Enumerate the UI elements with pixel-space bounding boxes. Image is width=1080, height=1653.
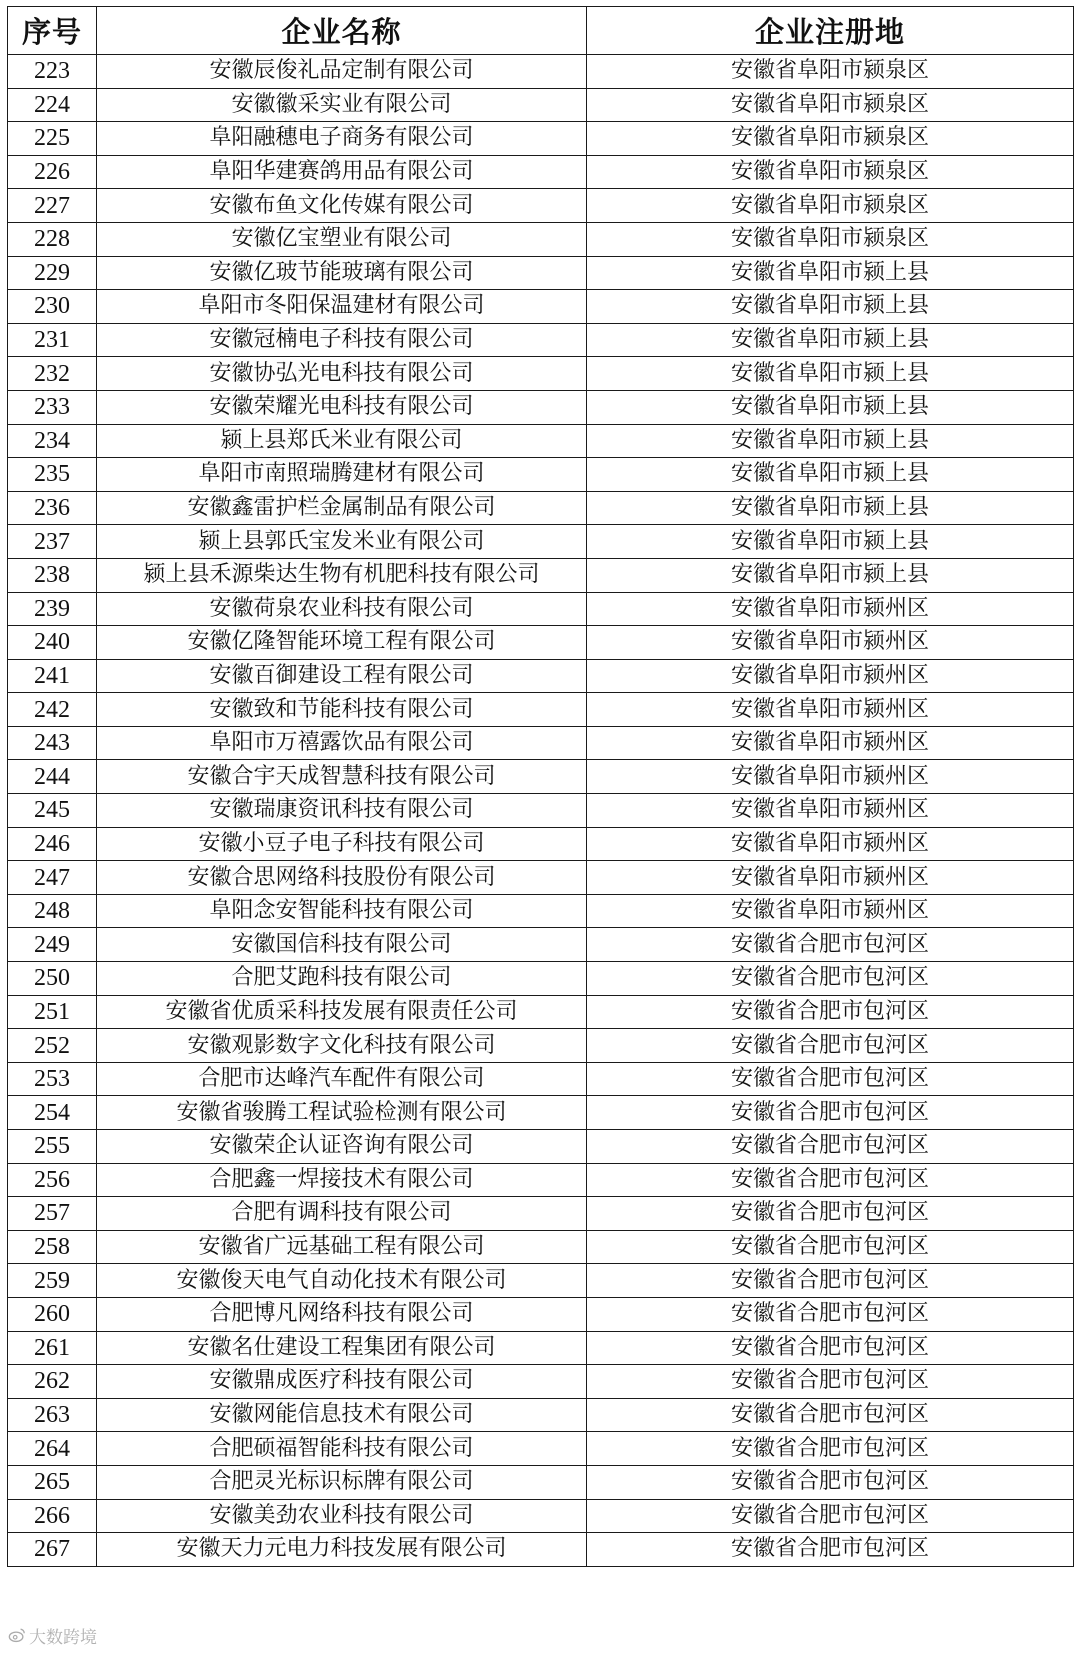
enterprise-name-cell: 安徽百御建设工程有限公司 <box>97 659 587 693</box>
registered-location-cell: 安徽省阜阳市颍州区 <box>587 861 1074 895</box>
table-row <box>8 1465 1074 1499</box>
registered-location-cell: 安徽省合肥市包河区 <box>587 928 1074 962</box>
table-row <box>8 323 1074 357</box>
enterprise-name-cell: 安徽名仕建设工程集团有限公司 <box>97 1331 587 1365</box>
registered-location-cell: 安徽省阜阳市颍上县 <box>587 390 1074 424</box>
registered-location-cell: 安徽省阜阳市颍泉区 <box>587 122 1074 156</box>
enterprise-name-cell: 阜阳念安智能科技有限公司 <box>97 894 587 928</box>
enterprise-name-cell: 安徽协弘光电科技有限公司 <box>97 357 587 391</box>
serial-number-cell: 259 <box>8 1264 97 1298</box>
registered-location-cell: 安徽省阜阳市颍上县 <box>587 256 1074 290</box>
enterprise-name-cell: 阜阳华建赛鸽用品有限公司 <box>97 155 587 189</box>
registered-location-cell: 安徽省阜阳市颍州区 <box>587 626 1074 660</box>
registered-location-cell: 安徽省阜阳市颍上县 <box>587 290 1074 324</box>
registered-location-cell: 安徽省合肥市包河区 <box>587 962 1074 996</box>
header-enterprise-name: 企业名称 <box>97 7 587 55</box>
serial-number-cell: 234 <box>8 424 97 458</box>
enterprise-name-cell: 安徽小豆子电子科技有限公司 <box>97 827 587 861</box>
enterprise-name-cell: 颍上县郭氏宝发米业有限公司 <box>97 525 587 559</box>
table-row <box>8 626 1074 660</box>
table-row <box>8 928 1074 962</box>
table-row <box>8 1029 1074 1063</box>
table-row <box>8 357 1074 391</box>
registered-location-cell: 安徽省合肥市包河区 <box>587 1029 1074 1063</box>
watermark-text: 大数跨境 <box>29 1627 97 1648</box>
enterprise-name-cell: 安徽布鱼文化传媒有限公司 <box>97 189 587 223</box>
serial-number-cell: 232 <box>8 357 97 391</box>
enterprise-name-cell: 合肥市达峰汽车配件有限公司 <box>97 1062 587 1096</box>
table-row <box>8 1432 1074 1466</box>
registered-location-cell: 安徽省阜阳市颍州区 <box>587 760 1074 794</box>
registered-location-cell: 安徽省阜阳市颍州区 <box>587 827 1074 861</box>
table-body <box>8 55 1074 1567</box>
table-row <box>8 222 1074 256</box>
enterprise-name-cell: 安徽徽采实业有限公司 <box>97 88 587 122</box>
serial-number-cell: 248 <box>8 894 97 928</box>
table-row <box>8 1264 1074 1298</box>
serial-number-cell: 245 <box>8 794 97 828</box>
serial-number-cell: 254 <box>8 1096 97 1130</box>
registered-location-cell: 安徽省阜阳市颍泉区 <box>587 88 1074 122</box>
serial-number-cell: 240 <box>8 626 97 660</box>
enterprise-name-cell: 合肥灵光标识标牌有限公司 <box>97 1465 587 1499</box>
registered-location-cell: 安徽省阜阳市颍州区 <box>587 726 1074 760</box>
table-row <box>8 1163 1074 1197</box>
registered-location-cell: 安徽省合肥市包河区 <box>587 1096 1074 1130</box>
table-row <box>8 189 1074 223</box>
registered-location-cell: 安徽省合肥市包河区 <box>587 1062 1074 1096</box>
serial-number-cell: 223 <box>8 55 97 89</box>
weibo-logo-icon <box>8 1626 26 1644</box>
registered-location-cell: 安徽省阜阳市颍泉区 <box>587 189 1074 223</box>
registered-location-cell: 安徽省合肥市包河区 <box>587 1432 1074 1466</box>
registered-location-cell: 安徽省阜阳市颍州区 <box>587 894 1074 928</box>
serial-number-cell: 233 <box>8 390 97 424</box>
enterprise-name-cell: 安徽合思网络科技股份有限公司 <box>97 861 587 895</box>
serial-number-cell: 249 <box>8 928 97 962</box>
serial-number-cell: 261 <box>8 1331 97 1365</box>
table-row <box>8 558 1074 592</box>
enterprise-name-cell: 合肥有调科技有限公司 <box>97 1197 587 1231</box>
table-row <box>8 659 1074 693</box>
serial-number-cell: 235 <box>8 458 97 492</box>
serial-number-cell: 230 <box>8 290 97 324</box>
serial-number-cell: 231 <box>8 323 97 357</box>
table-row <box>8 1365 1074 1399</box>
enterprise-name-cell: 安徽瑞康资讯科技有限公司 <box>97 794 587 828</box>
serial-number-cell: 242 <box>8 693 97 727</box>
enterprise-name-cell: 安徽天力元电力科技发展有限公司 <box>97 1533 587 1567</box>
enterprise-name-cell: 安徽亿宝塑业有限公司 <box>97 222 587 256</box>
table-row <box>8 1130 1074 1164</box>
serial-number-cell: 241 <box>8 659 97 693</box>
enterprise-name-cell: 安徽俊天电气自动化技术有限公司 <box>97 1264 587 1298</box>
enterprise-name-cell: 安徽美劲农业科技有限公司 <box>97 1499 587 1533</box>
enterprise-name-cell: 安徽亿隆智能环境工程有限公司 <box>97 626 587 660</box>
table-row <box>8 1062 1074 1096</box>
enterprise-name-cell: 合肥艾跑科技有限公司 <box>97 962 587 996</box>
enterprise-name-cell: 阜阳融穗电子商务有限公司 <box>97 122 587 156</box>
serial-number-cell: 226 <box>8 155 97 189</box>
serial-number-cell: 252 <box>8 1029 97 1063</box>
serial-number-cell: 224 <box>8 88 97 122</box>
enterprise-name-cell: 安徽省广远基础工程有限公司 <box>97 1230 587 1264</box>
serial-number-cell: 260 <box>8 1297 97 1331</box>
serial-number-cell: 229 <box>8 256 97 290</box>
registered-location-cell: 安徽省阜阳市颍州区 <box>587 659 1074 693</box>
enterprise-name-cell: 安徽国信科技有限公司 <box>97 928 587 962</box>
serial-number-cell: 250 <box>8 962 97 996</box>
table-row <box>8 726 1074 760</box>
table-row <box>8 995 1074 1029</box>
enterprise-name-cell: 合肥鑫一焊接技术有限公司 <box>97 1163 587 1197</box>
header-serial-number: 序号 <box>8 7 97 55</box>
table-row <box>8 290 1074 324</box>
enterprise-name-cell: 安徽省优质采科技发展有限责任公司 <box>97 995 587 1029</box>
enterprise-name-cell: 颍上县郑氏米业有限公司 <box>97 424 587 458</box>
enterprise-name-cell: 阜阳市万禧露饮品有限公司 <box>97 726 587 760</box>
enterprise-name-cell: 颍上县禾源柴达生物有机肥科技有限公司 <box>97 558 587 592</box>
registered-location-cell: 安徽省阜阳市颍上县 <box>587 558 1074 592</box>
serial-number-cell: 267 <box>8 1533 97 1567</box>
table-row <box>8 1331 1074 1365</box>
registered-location-cell: 安徽省阜阳市颍泉区 <box>587 55 1074 89</box>
registered-location-cell: 安徽省阜阳市颍泉区 <box>587 222 1074 256</box>
serial-number-cell: 244 <box>8 760 97 794</box>
table-row <box>8 894 1074 928</box>
enterprise-name-cell: 安徽辰俊礼品定制有限公司 <box>97 55 587 89</box>
serial-number-cell: 262 <box>8 1365 97 1399</box>
table-row <box>8 1197 1074 1231</box>
serial-number-cell: 238 <box>8 558 97 592</box>
table-row <box>8 592 1074 626</box>
enterprise-table <box>7 6 1074 1567</box>
serial-number-cell: 237 <box>8 525 97 559</box>
table-row <box>8 525 1074 559</box>
serial-number-cell: 227 <box>8 189 97 223</box>
enterprise-name-cell: 安徽致和节能科技有限公司 <box>97 693 587 727</box>
enterprise-name-cell: 安徽鼎成医疗科技有限公司 <box>97 1365 587 1399</box>
table-row <box>8 55 1074 89</box>
table-row <box>8 256 1074 290</box>
serial-number-cell: 243 <box>8 726 97 760</box>
serial-number-cell: 257 <box>8 1197 97 1231</box>
registered-location-cell: 安徽省合肥市包河区 <box>587 1130 1074 1164</box>
enterprise-name-cell: 安徽荣企认证咨询有限公司 <box>97 1130 587 1164</box>
registered-location-cell: 安徽省合肥市包河区 <box>587 1533 1074 1567</box>
registered-location-cell: 安徽省阜阳市颍泉区 <box>587 155 1074 189</box>
registered-location-cell: 安徽省阜阳市颍州区 <box>587 794 1074 828</box>
registered-location-cell: 安徽省合肥市包河区 <box>587 1331 1074 1365</box>
registered-location-cell: 安徽省合肥市包河区 <box>587 1297 1074 1331</box>
registered-location-cell: 安徽省阜阳市颍上县 <box>587 323 1074 357</box>
serial-number-cell: 264 <box>8 1432 97 1466</box>
table-row <box>8 1499 1074 1533</box>
table-row <box>8 1297 1074 1331</box>
serial-number-cell: 251 <box>8 995 97 1029</box>
enterprise-name-cell: 安徽观影数字文化科技有限公司 <box>97 1029 587 1063</box>
serial-number-cell: 225 <box>8 122 97 156</box>
header-registered-location: 企业注册地 <box>587 7 1074 55</box>
enterprise-name-cell: 安徽鑫雷护栏金属制品有限公司 <box>97 491 587 525</box>
registered-location-cell: 安徽省阜阳市颍上县 <box>587 525 1074 559</box>
registered-location-cell: 安徽省合肥市包河区 <box>587 1499 1074 1533</box>
enterprise-name-cell: 阜阳市冬阳保温建材有限公司 <box>97 290 587 324</box>
serial-number-cell: 266 <box>8 1499 97 1533</box>
table-row <box>8 760 1074 794</box>
watermark <box>8 1622 97 1648</box>
registered-location-cell: 安徽省合肥市包河区 <box>587 995 1074 1029</box>
registered-location-cell: 安徽省阜阳市颍上县 <box>587 491 1074 525</box>
table-row <box>8 155 1074 189</box>
registered-location-cell: 安徽省合肥市包河区 <box>587 1264 1074 1298</box>
serial-number-cell: 253 <box>8 1062 97 1096</box>
registered-location-cell: 安徽省阜阳市颍上县 <box>587 424 1074 458</box>
table-row <box>8 1230 1074 1264</box>
registered-location-cell: 安徽省阜阳市颍州区 <box>587 592 1074 626</box>
serial-number-cell: 246 <box>8 827 97 861</box>
table-row <box>8 861 1074 895</box>
table-row <box>8 1533 1074 1567</box>
serial-number-cell: 263 <box>8 1398 97 1432</box>
registered-location-cell: 安徽省合肥市包河区 <box>587 1465 1074 1499</box>
serial-number-cell: 228 <box>8 222 97 256</box>
table-row <box>8 1398 1074 1432</box>
table-row <box>8 491 1074 525</box>
enterprise-name-cell: 安徽荣耀光电科技有限公司 <box>97 390 587 424</box>
table-row <box>8 88 1074 122</box>
registered-location-cell: 安徽省阜阳市颍上县 <box>587 357 1074 391</box>
enterprise-name-cell: 合肥博凡网络科技有限公司 <box>97 1297 587 1331</box>
registered-location-cell: 安徽省阜阳市颍州区 <box>587 693 1074 727</box>
table-row <box>8 827 1074 861</box>
table-row <box>8 794 1074 828</box>
table-row <box>8 424 1074 458</box>
serial-number-cell: 236 <box>8 491 97 525</box>
serial-number-cell: 255 <box>8 1130 97 1164</box>
enterprise-name-cell: 安徽荷泉农业科技有限公司 <box>97 592 587 626</box>
serial-number-cell: 239 <box>8 592 97 626</box>
table-row <box>8 1096 1074 1130</box>
registered-location-cell: 安徽省合肥市包河区 <box>587 1365 1074 1399</box>
serial-number-cell: 256 <box>8 1163 97 1197</box>
serial-number-cell: 247 <box>8 861 97 895</box>
registered-location-cell: 安徽省合肥市包河区 <box>587 1197 1074 1231</box>
serial-number-cell: 265 <box>8 1465 97 1499</box>
registered-location-cell: 安徽省阜阳市颍上县 <box>587 458 1074 492</box>
table-row <box>8 458 1074 492</box>
enterprise-name-cell: 安徽冠楠电子科技有限公司 <box>97 323 587 357</box>
enterprise-name-cell: 合肥硕福智能科技有限公司 <box>97 1432 587 1466</box>
table-row <box>8 693 1074 727</box>
table-row <box>8 122 1074 156</box>
enterprise-name-cell: 安徽网能信息技术有限公司 <box>97 1398 587 1432</box>
serial-number-cell: 258 <box>8 1230 97 1264</box>
enterprise-name-cell: 阜阳市南照瑞腾建材有限公司 <box>97 458 587 492</box>
table-header-row <box>8 7 1074 55</box>
enterprise-name-cell: 安徽亿玻节能玻璃有限公司 <box>97 256 587 290</box>
enterprise-name-cell: 安徽省骏腾工程试验检测有限公司 <box>97 1096 587 1130</box>
registered-location-cell: 安徽省合肥市包河区 <box>587 1230 1074 1264</box>
table-row <box>8 962 1074 996</box>
registered-location-cell: 安徽省合肥市包河区 <box>587 1398 1074 1432</box>
table-row <box>8 390 1074 424</box>
enterprise-name-cell: 安徽合宇天成智慧科技有限公司 <box>97 760 587 794</box>
registered-location-cell: 安徽省合肥市包河区 <box>587 1163 1074 1197</box>
